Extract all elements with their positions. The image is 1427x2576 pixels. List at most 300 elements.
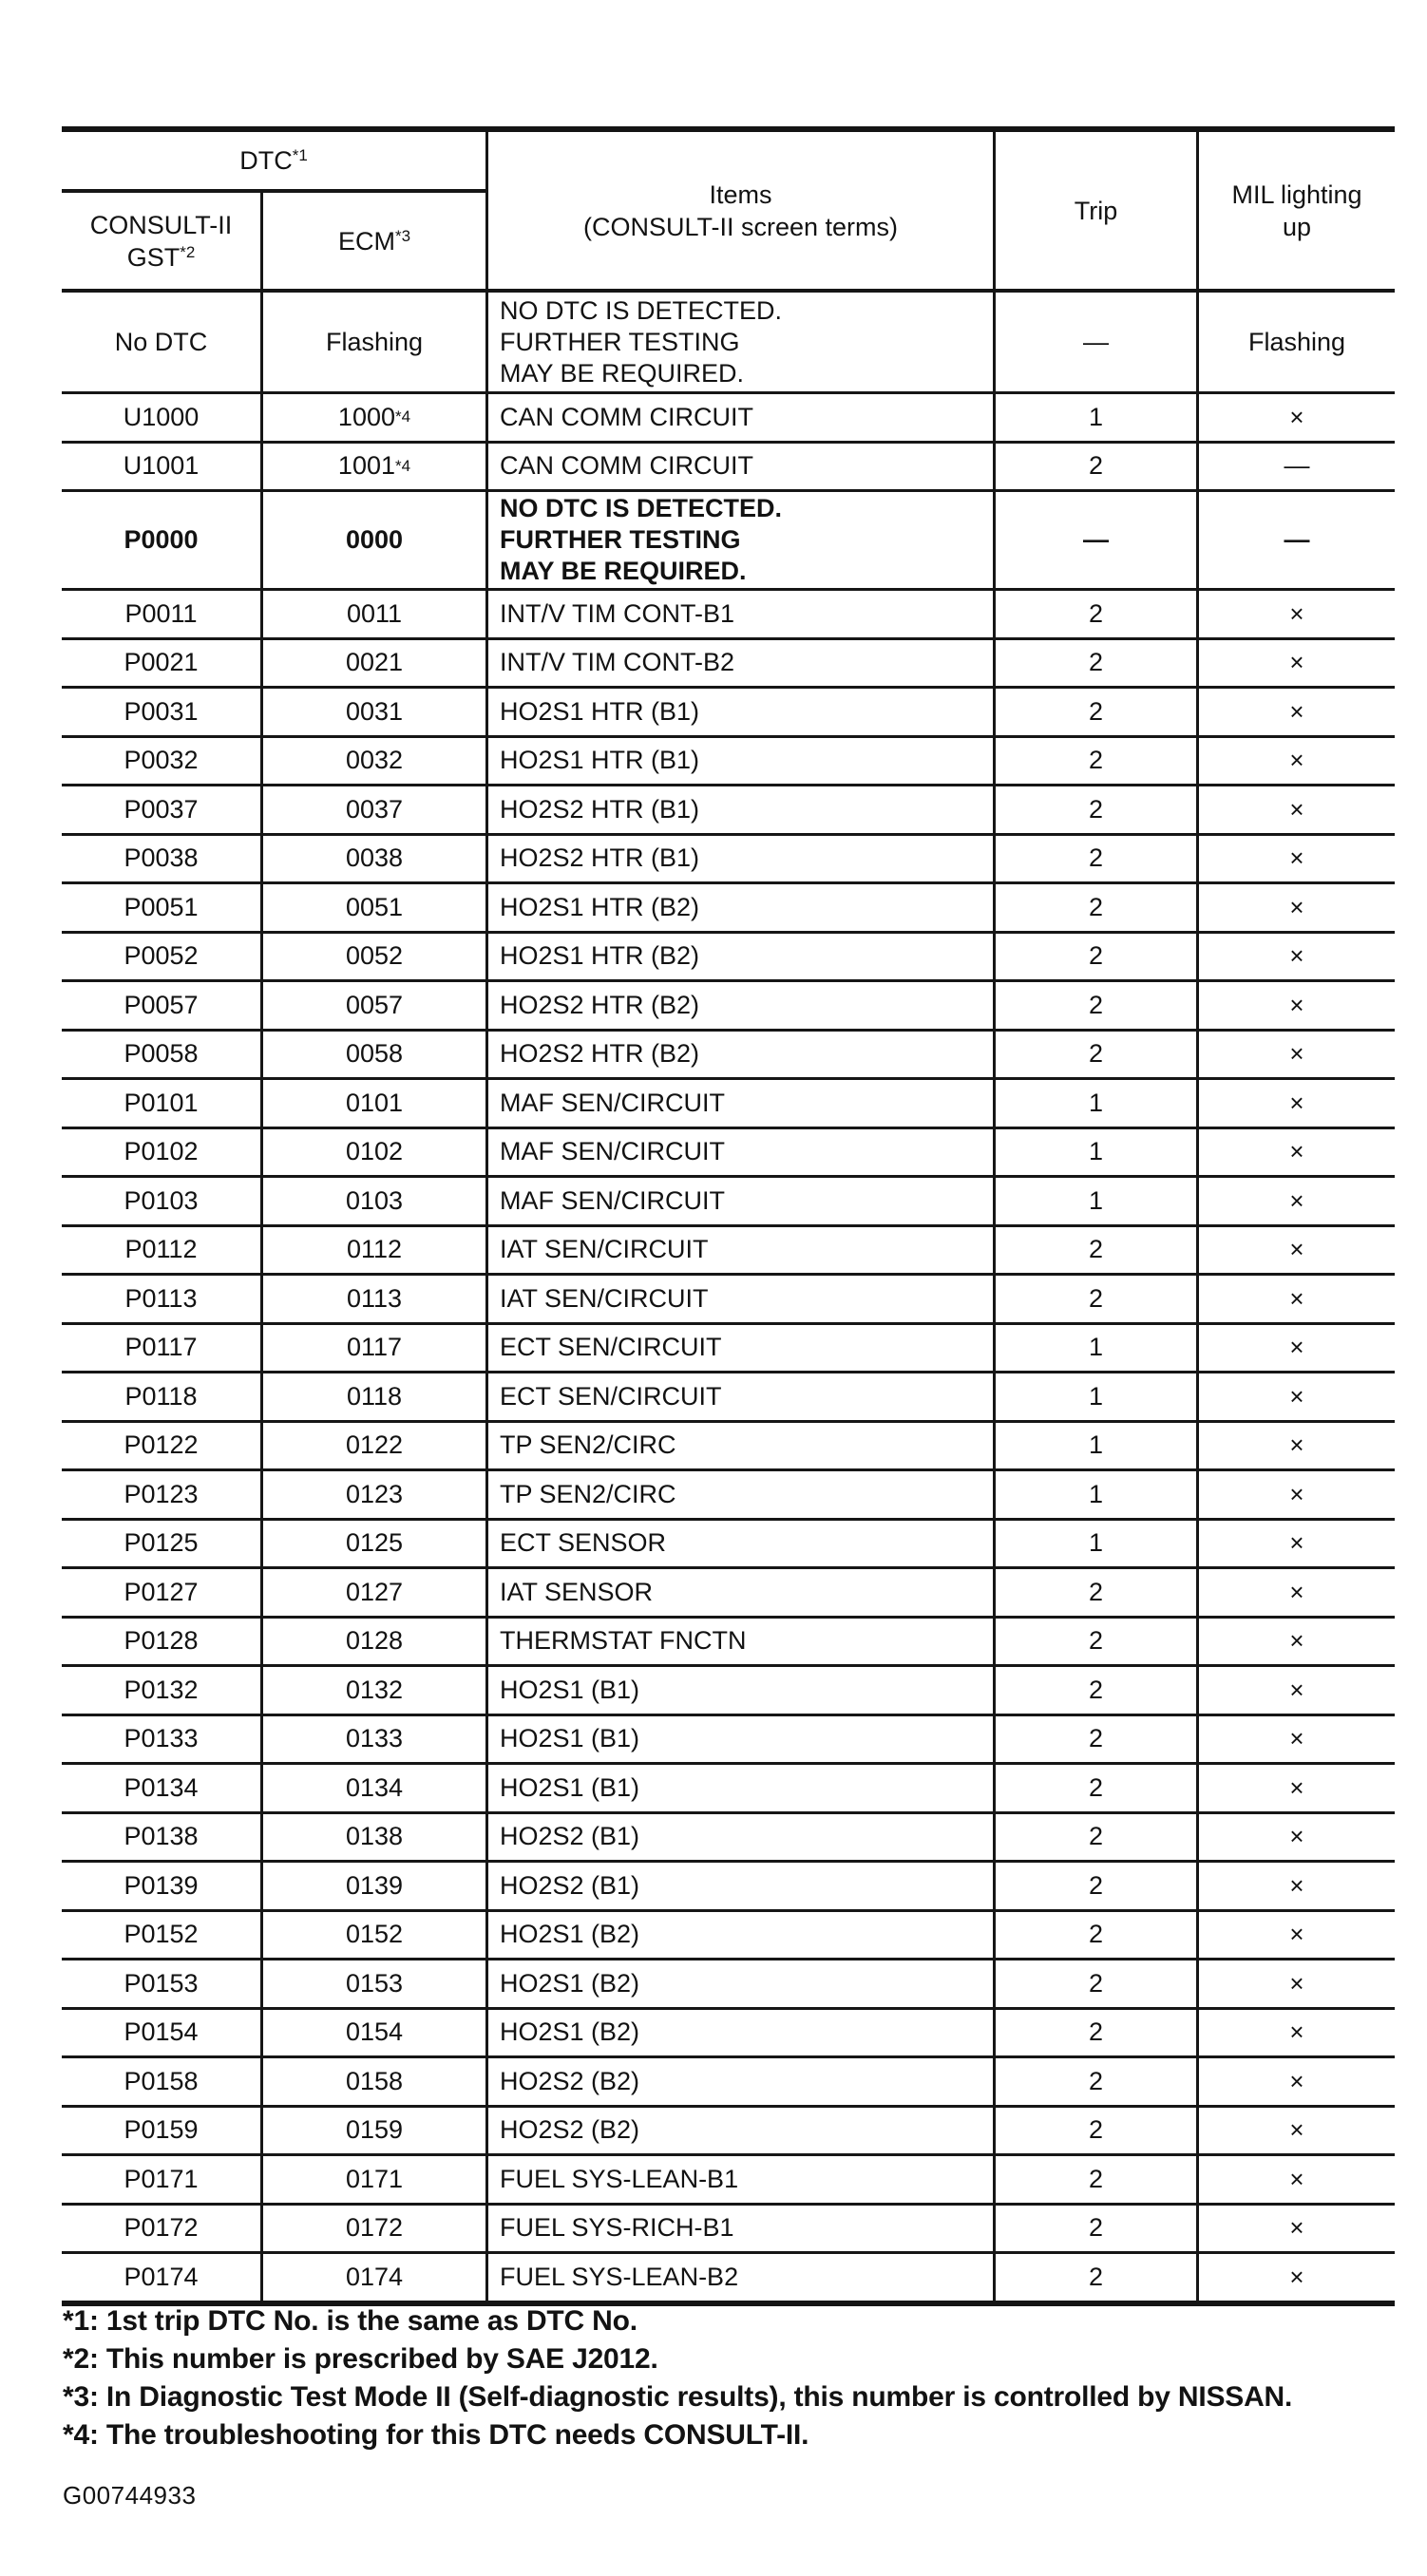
mil-cell: × bbox=[1289, 746, 1304, 775]
trip-cell: 2 bbox=[996, 786, 1199, 833]
item-cell bbox=[488, 1276, 996, 1322]
ecm-code-value: 0127 bbox=[345, 1577, 404, 1606]
item-cell bbox=[488, 444, 996, 490]
trip-cell: 2 bbox=[996, 1619, 1199, 1665]
footnote-4: *4: The troubleshooting for this DTC needs CONSULT-II. bbox=[63, 2419, 809, 2451]
ecm-code-value: 0153 bbox=[345, 1968, 404, 1998]
trip-cell: 2 bbox=[996, 1716, 1199, 1763]
ecm-code-cell bbox=[263, 982, 488, 1029]
dtc-code-cell: P0123 bbox=[62, 1471, 263, 1518]
trip-cell: 2 bbox=[996, 1276, 1199, 1322]
trip-cell: 2 bbox=[996, 1765, 1199, 1811]
table-row bbox=[62, 1566, 1395, 1616]
header-items-line2: (CONSULT-II screen terms) bbox=[582, 212, 899, 241]
ecm-code-value: 0052 bbox=[345, 941, 404, 971]
item-line: MAF SEN/CIRCUIT bbox=[500, 1088, 726, 1117]
table-row bbox=[62, 2153, 1395, 2203]
table-row bbox=[62, 1468, 1395, 1518]
item-line: ECT SENSOR bbox=[500, 1528, 667, 1558]
ecm-code-value: 0154 bbox=[345, 2017, 404, 2047]
ecm-code-cell bbox=[263, 1129, 488, 1176]
item-line: FUEL SYS-LEAN-B1 bbox=[500, 2164, 739, 2193]
trip-cell: — bbox=[996, 293, 1199, 391]
item-cell bbox=[488, 1960, 996, 2007]
trip-cell: 1 bbox=[996, 1129, 1199, 1176]
table-row bbox=[62, 735, 1395, 785]
mil-cell: × bbox=[1289, 402, 1304, 431]
item-line: CAN COMM CIRCUIT bbox=[500, 451, 753, 481]
trip-cell: 2 bbox=[996, 2206, 1199, 2252]
item-cell bbox=[488, 492, 996, 588]
ecm-code-value: 0032 bbox=[345, 746, 404, 775]
ecm-code-cell bbox=[263, 2010, 488, 2056]
item-line: HO2S1 (B1) bbox=[500, 1772, 640, 1802]
trip-cell: 1 bbox=[996, 1373, 1199, 1420]
table-row bbox=[62, 1371, 1395, 1420]
mil-cell: — bbox=[1284, 451, 1310, 481]
item-line: NO DTC IS DETECTED. bbox=[500, 295, 783, 325]
footnotes bbox=[63, 2302, 1421, 2454]
item-line: MAF SEN/CIRCUIT bbox=[500, 1185, 726, 1215]
item-cell bbox=[488, 689, 996, 735]
ecm-code-cell bbox=[263, 2156, 488, 2203]
table-row bbox=[62, 1175, 1395, 1224]
dtc-code-cell: P0172 bbox=[62, 2206, 263, 2252]
item-line: HO2S1 (B2) bbox=[500, 1968, 640, 1998]
table-row bbox=[62, 2007, 1395, 2056]
item-line: FUEL SYS-LEAN-B2 bbox=[500, 2262, 739, 2291]
ecm-code-value: 0128 bbox=[345, 1626, 404, 1656]
mil-cell: × bbox=[1289, 2017, 1304, 2047]
item-line: IAT SENSOR bbox=[500, 1577, 654, 1606]
item-cell bbox=[488, 1521, 996, 1567]
item-line: HO2S1 HTR (B2) bbox=[500, 892, 700, 921]
mil-cell: × bbox=[1289, 892, 1304, 921]
dtc-code-cell: P0112 bbox=[62, 1227, 263, 1274]
dtc-code-cell: P0152 bbox=[62, 1912, 263, 1959]
ecm-code-cell bbox=[263, 1814, 488, 1861]
ecm-code-value: Flashing bbox=[325, 327, 424, 356]
mil-cell: — bbox=[1284, 525, 1310, 554]
header-dtc-label: DTC$^{*1}$ bbox=[239, 146, 308, 175]
ecm-code-cell: 1001 *4 bbox=[263, 444, 488, 490]
table-row bbox=[62, 833, 1395, 882]
item-line: NO DTC IS DETECTED. bbox=[500, 494, 783, 522]
table-row bbox=[62, 1077, 1395, 1127]
dtc-code-cell: P0052 bbox=[62, 934, 263, 980]
header-consult-line1: CONSULT-II bbox=[89, 210, 233, 239]
item-cell bbox=[488, 2206, 996, 2252]
ecm-code-cell bbox=[263, 786, 488, 833]
table-row bbox=[62, 489, 1395, 588]
dtc-code-cell: P0057 bbox=[62, 982, 263, 1029]
mil-cell: × bbox=[1289, 1528, 1304, 1558]
footnote-ref-1: *1 bbox=[292, 146, 308, 164]
header-cell-ecm bbox=[263, 193, 488, 289]
item-line: IAT SEN/CIRCUIT bbox=[500, 1235, 709, 1264]
ecm-code-value: 0125 bbox=[345, 1528, 404, 1558]
dtc-code-cell: P0174 bbox=[62, 2254, 263, 2301]
trip-cell: 2 bbox=[996, 934, 1199, 980]
mil-cell: × bbox=[1289, 843, 1304, 873]
trip-cell: 2 bbox=[996, 444, 1199, 490]
dtc-code-cell: P0154 bbox=[62, 2010, 263, 2056]
item-cell bbox=[488, 2058, 996, 2105]
ecm-code-value: 0123 bbox=[345, 1479, 404, 1508]
trip-cell: 2 bbox=[996, 982, 1199, 1029]
ecm-code-cell bbox=[263, 738, 488, 785]
table-row bbox=[62, 1811, 1395, 1861]
trip-cell: 2 bbox=[996, 591, 1199, 637]
item-cell bbox=[488, 1814, 996, 1861]
item-cell bbox=[488, 2156, 996, 2203]
item-cell bbox=[488, 1423, 996, 1469]
item-line: MAF SEN/CIRCUIT bbox=[500, 1137, 726, 1166]
table-row bbox=[62, 1029, 1395, 1078]
trip-cell: 1 bbox=[996, 1471, 1199, 1518]
mil-cell: × bbox=[1289, 1479, 1304, 1508]
item-cell bbox=[488, 1080, 996, 1127]
ecm-code-value: 0051 bbox=[345, 892, 404, 921]
dtc-code-cell: No DTC bbox=[62, 293, 263, 391]
item-line: HO2S2 (B2) bbox=[500, 2115, 640, 2145]
mil-cell: × bbox=[1289, 1920, 1304, 1949]
mil-cell: × bbox=[1289, 2213, 1304, 2243]
mil-cell: × bbox=[1289, 696, 1304, 726]
item-cell bbox=[488, 1129, 996, 1176]
ecm-code-value: 0122 bbox=[345, 1430, 404, 1460]
ecm-code-cell bbox=[263, 689, 488, 735]
dtc-code-cell: P0117 bbox=[62, 1325, 263, 1372]
item-cell bbox=[488, 982, 996, 1029]
item-cell bbox=[488, 1227, 996, 1274]
trip-cell: 2 bbox=[996, 1032, 1199, 1078]
table-row bbox=[62, 686, 1395, 735]
ecm-code-value: 0031 bbox=[345, 696, 404, 726]
item-cell bbox=[488, 1178, 996, 1224]
table-row bbox=[62, 1273, 1395, 1322]
item-line: MAY BE REQUIRED. bbox=[500, 358, 745, 388]
dtc-code-cell: P0138 bbox=[62, 1814, 263, 1861]
ecm-code-cell bbox=[263, 934, 488, 980]
item-cell bbox=[488, 1863, 996, 1909]
dtc-code-cell: P0132 bbox=[62, 1667, 263, 1714]
mil-cell: × bbox=[1289, 2164, 1304, 2193]
dtc-code-cell: P0038 bbox=[62, 836, 263, 882]
dtc-code-cell: P0139 bbox=[62, 1863, 263, 1909]
table-row bbox=[62, 1958, 1395, 2007]
mil-cell: × bbox=[1289, 1626, 1304, 1656]
item-line: TP SEN2/CIRC bbox=[500, 1479, 676, 1508]
ecm-code-value: 0174 bbox=[345, 2262, 404, 2291]
ecm-code-value: 0158 bbox=[345, 2066, 404, 2095]
footnote-ref-2: *2 bbox=[180, 242, 196, 261]
trip-cell: 2 bbox=[996, 640, 1199, 687]
dtc-code-cell: P0032 bbox=[62, 738, 263, 785]
dtc-code-cell: P0125 bbox=[62, 1521, 263, 1567]
item-line: HO2S2 HTR (B2) bbox=[500, 990, 700, 1019]
item-line: CAN COMM CIRCUIT bbox=[500, 402, 753, 431]
table-row bbox=[62, 979, 1395, 1029]
ecm-code-value: 0101 bbox=[345, 1088, 404, 1117]
dtc-code-cell: P0021 bbox=[62, 640, 263, 687]
item-line: TP SEN2/CIRC bbox=[500, 1430, 676, 1460]
table-row bbox=[62, 1714, 1395, 1763]
dtc-code-cell: P0127 bbox=[62, 1569, 263, 1616]
dtc-code-cell: P0122 bbox=[62, 1423, 263, 1469]
item-cell bbox=[488, 934, 996, 980]
ecm-code-value: 0171 bbox=[345, 2164, 404, 2193]
mil-cell: × bbox=[1289, 1039, 1304, 1069]
trip-cell: 2 bbox=[996, 1960, 1199, 2007]
item-cell bbox=[488, 1716, 996, 1763]
mil-cell: × bbox=[1289, 1822, 1304, 1851]
ecm-code-cell: 1000 *4 bbox=[263, 394, 488, 441]
ecm-code-cell bbox=[263, 1912, 488, 1959]
item-line: HO2S1 HTR (B1) bbox=[500, 746, 700, 775]
trip-cell: 1 bbox=[996, 394, 1199, 441]
ecm-code-cell bbox=[263, 1325, 488, 1372]
item-cell bbox=[488, 2254, 996, 2301]
item-cell bbox=[488, 1569, 996, 1616]
table-row bbox=[62, 1762, 1395, 1811]
table-row bbox=[62, 784, 1395, 833]
ecm-code-value: 0112 bbox=[346, 1235, 403, 1264]
ecm-code-cell bbox=[263, 1423, 488, 1469]
table-row bbox=[62, 637, 1395, 687]
dtc-code-cell: P0171 bbox=[62, 2156, 263, 2203]
ecm-code-value: 1000 bbox=[337, 402, 395, 431]
trip-cell: 2 bbox=[996, 2108, 1199, 2154]
ecm-code-value: 0152 bbox=[345, 1920, 404, 1949]
mil-cell: × bbox=[1289, 1137, 1304, 1166]
ecm-code-cell bbox=[263, 2206, 488, 2252]
item-cell bbox=[488, 884, 996, 931]
item-line: INT/V TIM CONT-B2 bbox=[500, 648, 735, 677]
trip-cell: 2 bbox=[996, 738, 1199, 785]
mil-cell: × bbox=[1289, 1088, 1304, 1117]
trip-cell: 2 bbox=[996, 1863, 1199, 1909]
table-row bbox=[62, 293, 1395, 391]
trip-cell: 2 bbox=[996, 1667, 1199, 1714]
item-line: HO2S2 HTR (B2) bbox=[500, 1039, 700, 1069]
ecm-code-cell bbox=[263, 591, 488, 637]
dtc-code-cell: P0113 bbox=[62, 1276, 263, 1322]
trip-cell: 2 bbox=[996, 2254, 1199, 2301]
dtc-code-cell: P0031 bbox=[62, 689, 263, 735]
item-cell bbox=[488, 293, 996, 391]
table-row bbox=[62, 931, 1395, 980]
ecm-code-value: 0134 bbox=[345, 1772, 404, 1802]
dtc-code-cell: P0058 bbox=[62, 1032, 263, 1078]
ecm-code-cell bbox=[263, 1716, 488, 1763]
dtc-code-cell: P0153 bbox=[62, 1960, 263, 2007]
item-cell bbox=[488, 2108, 996, 2154]
header-cell-consult-gst bbox=[62, 193, 263, 289]
dtc-code-cell: P0011 bbox=[62, 591, 263, 637]
item-line: ECT SEN/CIRCUIT bbox=[500, 1333, 722, 1362]
item-cell bbox=[488, 786, 996, 833]
dtc-table bbox=[62, 126, 1395, 2306]
item-line: HO2S2 HTR (B1) bbox=[500, 794, 700, 824]
ecm-code-cell bbox=[263, 884, 488, 931]
table-row bbox=[62, 2055, 1395, 2105]
trip-cell: 2 bbox=[996, 2058, 1199, 2105]
dtc-table-header bbox=[62, 132, 1395, 293]
header-cell-items bbox=[488, 132, 996, 289]
ecm-code-cell bbox=[263, 2058, 488, 2105]
item-cell bbox=[488, 1373, 996, 1420]
header-ecm-label: ECM$^{*3}$ bbox=[337, 226, 411, 256]
mil-cell: × bbox=[1289, 1333, 1304, 1362]
mil-cell: × bbox=[1289, 794, 1304, 824]
item-cell bbox=[488, 1471, 996, 1518]
figure-id: G00744933 bbox=[63, 2481, 197, 2510]
table-row bbox=[62, 2105, 1395, 2154]
ecm-code-cell bbox=[263, 1080, 488, 1127]
header-cell-trip: Trip bbox=[996, 132, 1199, 289]
item-line: HO2S1 (B2) bbox=[500, 1920, 640, 1949]
header-cell-mil bbox=[1199, 132, 1395, 289]
ecm-code-cell bbox=[263, 1619, 488, 1665]
ecm-code-cell bbox=[263, 1178, 488, 1224]
trip-cell: 2 bbox=[996, 2156, 1199, 2203]
item-line: FURTHER TESTING bbox=[500, 327, 740, 356]
item-cell bbox=[488, 1667, 996, 1714]
item-line: INT/V TIM CONT-B1 bbox=[500, 598, 735, 628]
dtc-code-cell: U1001 bbox=[62, 444, 263, 490]
table-row bbox=[62, 1860, 1395, 1909]
table-row bbox=[62, 588, 1395, 637]
ecm-code-cell bbox=[263, 1227, 488, 1274]
ecm-code-value: 0172 bbox=[345, 2213, 404, 2243]
item-line: MAY BE REQUIRED. bbox=[500, 557, 747, 585]
item-line: HO2S1 (B2) bbox=[500, 2017, 640, 2047]
trip-cell: 2 bbox=[996, 2010, 1199, 2056]
table-row bbox=[62, 1664, 1395, 1714]
dtc-code-cell: P0103 bbox=[62, 1178, 263, 1224]
item-line: HO2S2 (B1) bbox=[500, 1822, 640, 1851]
trip-cell: 1 bbox=[996, 1080, 1199, 1127]
ecm-code-cell bbox=[263, 1471, 488, 1518]
ecm-code-value: 0021 bbox=[345, 648, 404, 677]
ecm-code-value: 0132 bbox=[345, 1675, 404, 1704]
mil-cell: × bbox=[1289, 1724, 1304, 1753]
ecm-code-value: 0058 bbox=[345, 1039, 404, 1069]
dtc-code-cell: P0037 bbox=[62, 786, 263, 833]
item-cell bbox=[488, 2010, 996, 2056]
mil-cell: × bbox=[1289, 598, 1304, 628]
footnote-1: *1: 1st trip DTC No. is the same as DTC No. bbox=[63, 2305, 637, 2337]
ecm-code-value: 1001 bbox=[337, 451, 395, 481]
item-line: THERMSTAT FNCTN bbox=[500, 1626, 747, 1656]
mil-cell: × bbox=[1289, 1381, 1304, 1411]
mil-cell: × bbox=[1289, 2262, 1304, 2291]
table-row bbox=[62, 1420, 1395, 1469]
ecm-code-cell bbox=[263, 2108, 488, 2154]
item-line: ECT SEN/CIRCUIT bbox=[500, 1381, 722, 1411]
ecm-code-cell bbox=[263, 1960, 488, 2007]
item-line: HO2S2 (B1) bbox=[500, 1870, 640, 1900]
header-consult-line2: GST$^{*2}$ bbox=[126, 242, 196, 272]
trip-cell: 2 bbox=[996, 884, 1199, 931]
ecm-code-value: 0037 bbox=[345, 794, 404, 824]
table-row bbox=[62, 2203, 1395, 2252]
ecm-code-value: 0103 bbox=[345, 1185, 404, 1215]
trip-cell: 1 bbox=[996, 1325, 1199, 1372]
table-row bbox=[62, 1518, 1395, 1567]
trip-cell: 2 bbox=[996, 836, 1199, 882]
item-line: HO2S2 HTR (B1) bbox=[500, 843, 700, 873]
mil-cell: × bbox=[1289, 1283, 1304, 1313]
mil-cell: × bbox=[1289, 1675, 1304, 1704]
item-cell bbox=[488, 1912, 996, 1959]
item-line: HO2S1 (B1) bbox=[500, 1675, 640, 1704]
item-line: HO2S1 HTR (B1) bbox=[500, 696, 700, 726]
item-cell bbox=[488, 836, 996, 882]
item-cell bbox=[488, 1765, 996, 1811]
ecm-code-value: 0113 bbox=[346, 1283, 403, 1313]
table-row bbox=[62, 881, 1395, 931]
item-line: HO2S1 (B1) bbox=[500, 1724, 640, 1753]
ecm-code-value: 0011 bbox=[346, 598, 403, 628]
table-row bbox=[62, 1909, 1395, 1959]
ecm-code-cell bbox=[263, 1032, 488, 1078]
ecm-code-cell bbox=[263, 1765, 488, 1811]
table-row bbox=[62, 2251, 1395, 2301]
ecm-code-value: 0000 bbox=[345, 525, 404, 554]
dtc-code-cell: P0051 bbox=[62, 884, 263, 931]
trip-cell: — bbox=[996, 492, 1199, 588]
ecm-code-cell bbox=[263, 1276, 488, 1322]
ecm-code-cell bbox=[263, 492, 488, 588]
item-cell bbox=[488, 1619, 996, 1665]
mil-cell: × bbox=[1289, 941, 1304, 971]
item-line: FURTHER TESTING bbox=[500, 525, 741, 554]
mil-cell: × bbox=[1289, 1430, 1304, 1460]
trip-cell: 1 bbox=[996, 1521, 1199, 1567]
item-cell bbox=[488, 1032, 996, 1078]
footnote-3: *3: In Diagnostic Test Mode II (Self-diagnostic results), this number is controlled by NISSAN. bbox=[63, 2381, 1293, 2413]
mil-cell: × bbox=[1289, 2066, 1304, 2095]
ecm-code-cell bbox=[263, 1863, 488, 1909]
mil-cell: Flashing bbox=[1247, 327, 1346, 356]
item-cell bbox=[488, 1325, 996, 1372]
dtc-code-cell: P0000 bbox=[62, 492, 263, 588]
trip-cell: 2 bbox=[996, 1227, 1199, 1274]
dtc-code-cell: P0134 bbox=[62, 1765, 263, 1811]
header-items-line1: Items bbox=[709, 180, 772, 209]
mil-cell: × bbox=[1289, 990, 1304, 1019]
footnote-2: *2: This number is prescribed by SAE J2012. bbox=[63, 2343, 658, 2375]
dtc-code-cell: P0118 bbox=[62, 1373, 263, 1420]
item-cell bbox=[488, 640, 996, 687]
mil-cell: × bbox=[1289, 2115, 1304, 2145]
ecm-code-cell bbox=[263, 1667, 488, 1714]
header-cell-dtc bbox=[62, 132, 488, 193]
dtc-code-cell: P0128 bbox=[62, 1619, 263, 1665]
dtc-code-cell: P0158 bbox=[62, 2058, 263, 2105]
trip-cell: 1 bbox=[996, 1423, 1199, 1469]
item-line: HO2S2 (B2) bbox=[500, 2066, 640, 2095]
ecm-code-cell bbox=[263, 293, 488, 391]
trip-cell: 2 bbox=[996, 689, 1199, 735]
ecm-code-cell bbox=[263, 1569, 488, 1616]
dtc-table-body bbox=[62, 293, 1395, 2301]
trip-cell: 2 bbox=[996, 1814, 1199, 1861]
ecm-code-value: 0102 bbox=[345, 1137, 404, 1166]
ecm-code-cell bbox=[263, 640, 488, 687]
